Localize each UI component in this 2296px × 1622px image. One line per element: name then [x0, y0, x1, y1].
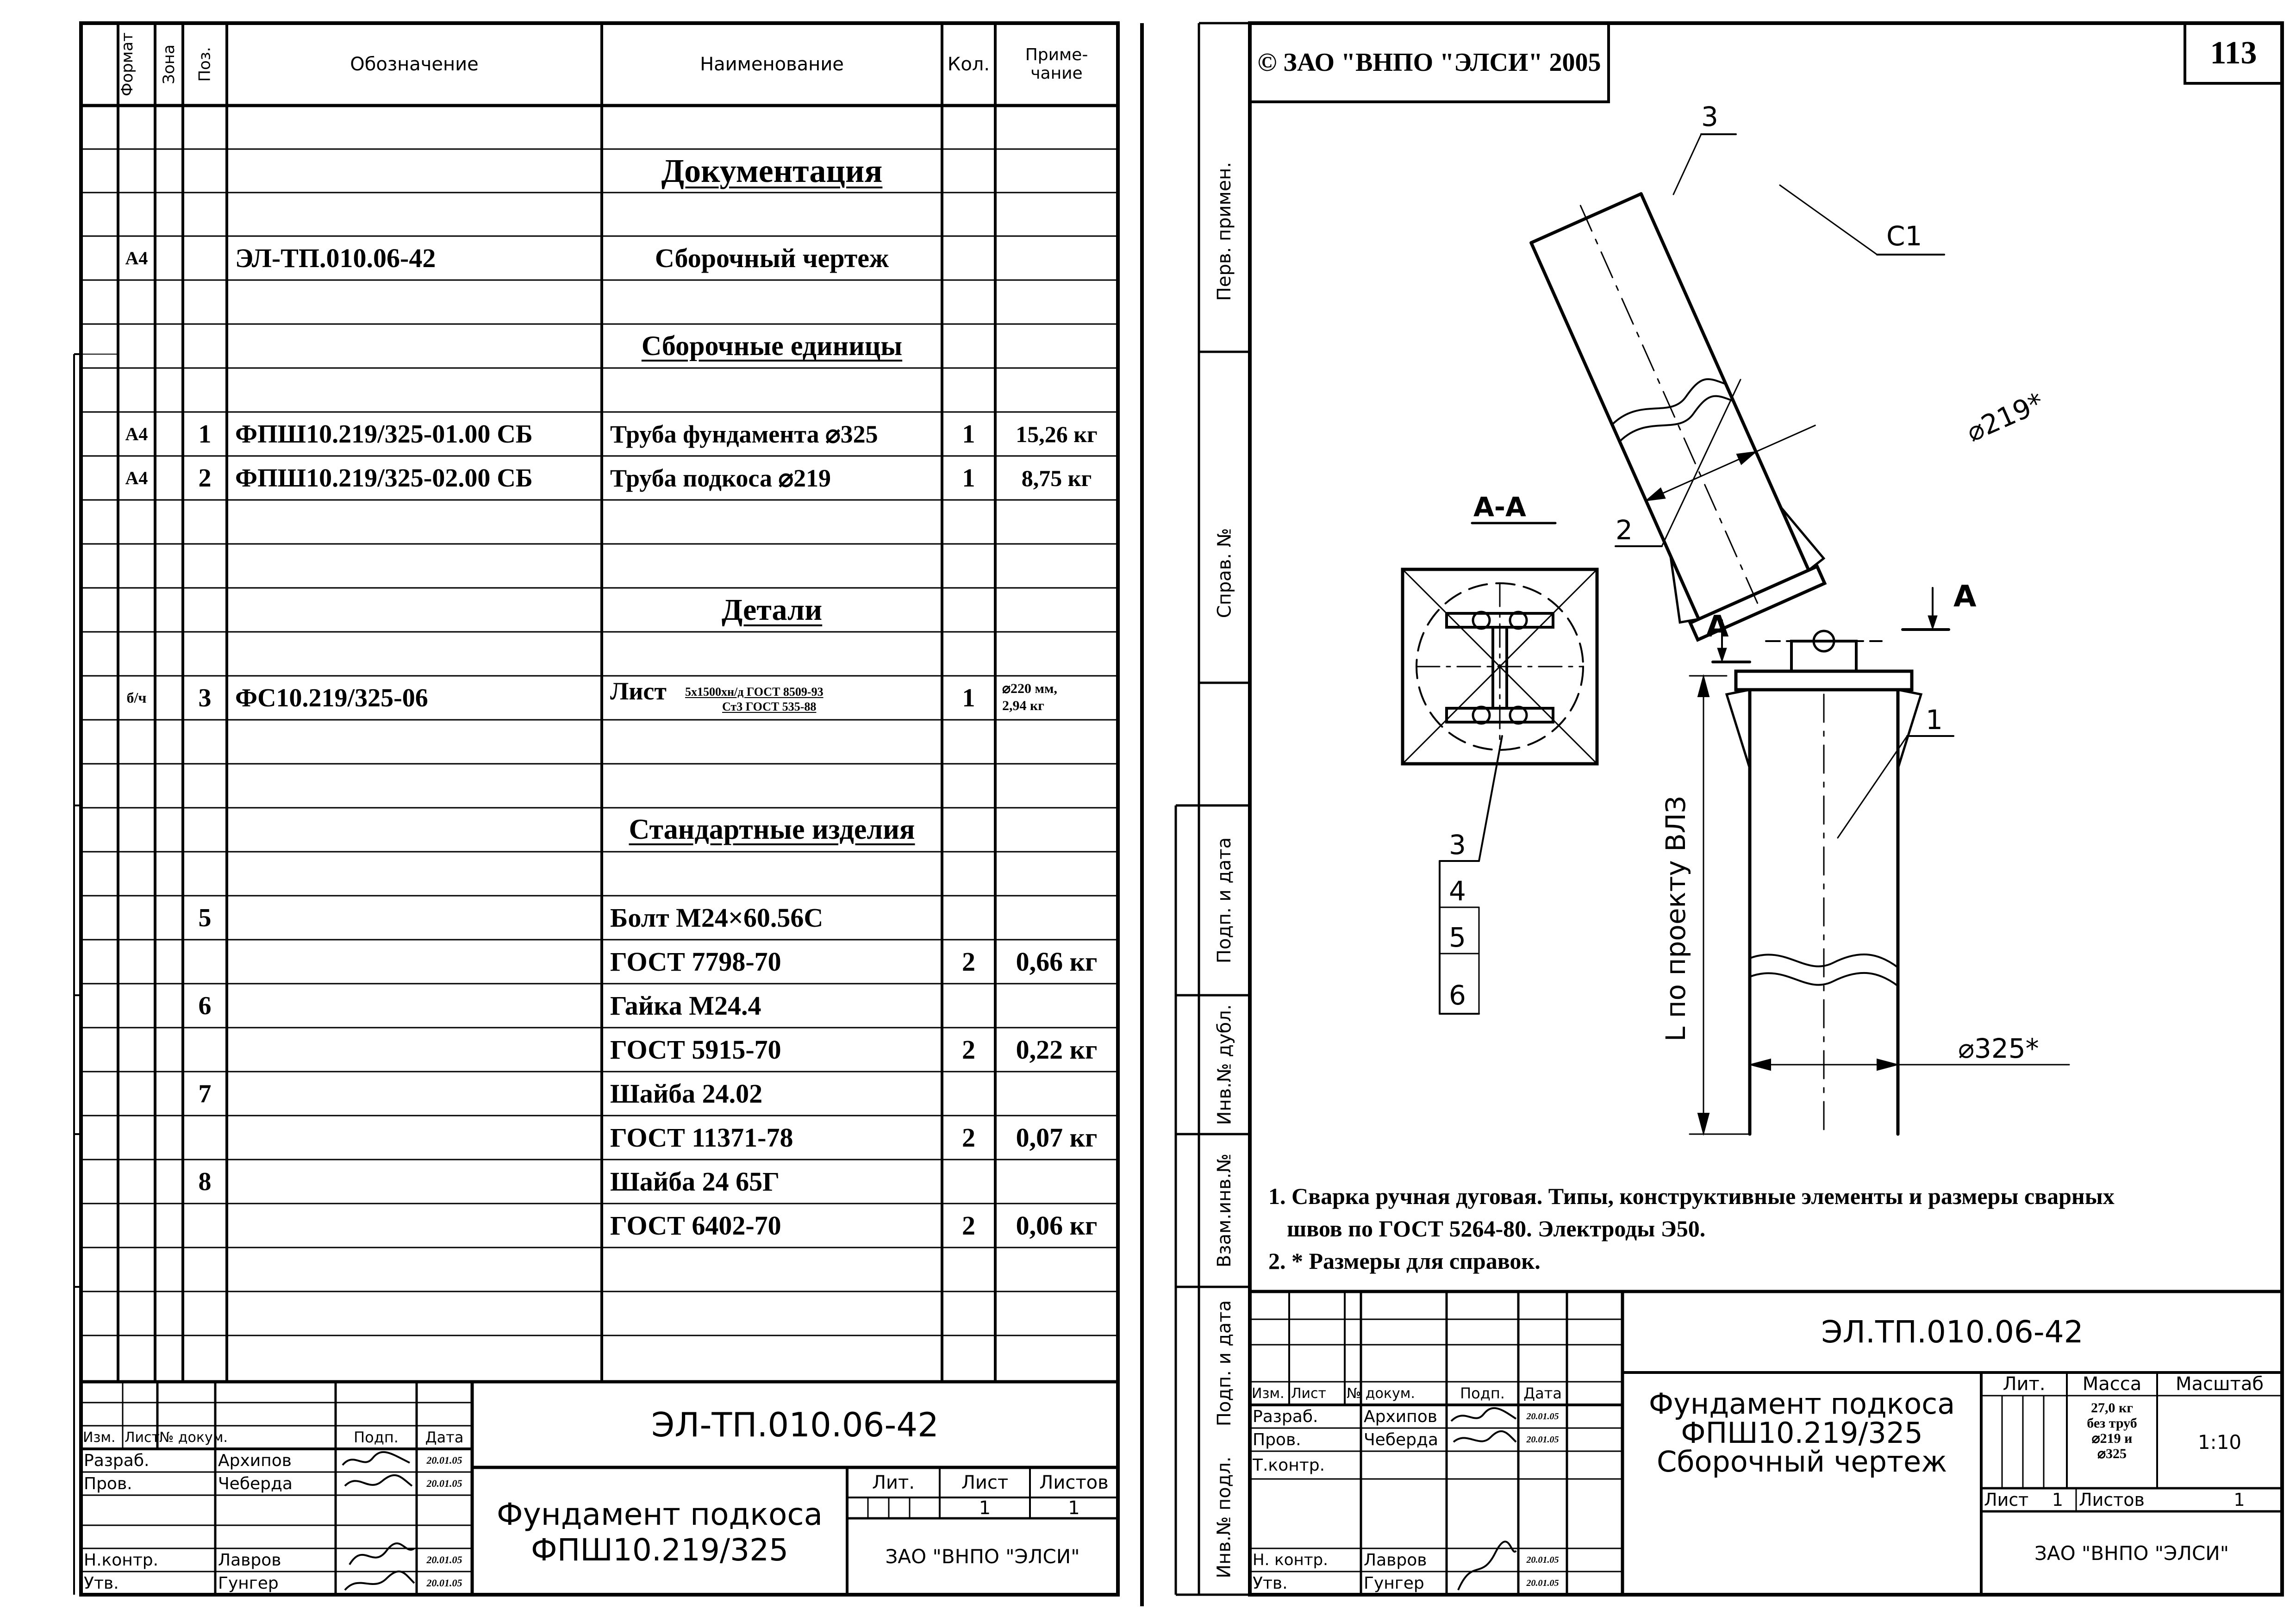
signatures-right — [1447, 1405, 1518, 1595]
scale-label: Масштаб — [2175, 1373, 2264, 1395]
cut-mark-right: А — [1953, 580, 1977, 614]
row-name: ГОСТ 7798-70 — [610, 947, 781, 977]
row-note: 15,26 кг — [1016, 421, 1098, 447]
sheet-divider — [1140, 23, 1144, 1606]
name-norm-control: Лавров — [218, 1550, 281, 1570]
hdr-list-right: Лист — [1291, 1385, 1327, 1402]
callout-3: 3 — [1449, 829, 1466, 861]
hdr-doc: № докум. — [159, 1429, 228, 1446]
row-note-1: ⌀220 мм, — [1002, 681, 1057, 696]
callout-6: 6 — [1449, 979, 1466, 1011]
mass-value: 27,0 кг без труб ⌀219 и ⌀325 — [2087, 1400, 2137, 1461]
row-name: Труба подкоса ⌀219 — [610, 464, 831, 492]
row-name: ГОСТ 11371-78 — [610, 1123, 793, 1153]
role-developer: Разраб. — [84, 1451, 150, 1470]
side-label-replace-inv: Взам.инв.№ — [1214, 1153, 1235, 1268]
section-documentation: Документация — [661, 152, 883, 189]
row-name: ГОСТ 6402-70 — [610, 1210, 781, 1241]
sheets-label: Листов — [1039, 1472, 1109, 1493]
note-2: 2. * Размеры для справок. — [1268, 1248, 1541, 1274]
date-approver-right: 20.01.05 — [1526, 1578, 1559, 1588]
col-header-name: Наименование — [700, 54, 844, 75]
role-checker: Пров. — [84, 1474, 132, 1493]
date-checker: 20.01.05 — [426, 1478, 462, 1489]
row-note: 8,75 кг — [1021, 465, 1092, 491]
weld-label: С1 — [1886, 220, 1922, 252]
row-name: Сборочный чертеж — [655, 243, 889, 273]
name-approver-right: Гунгер — [1364, 1573, 1424, 1593]
mass-label: Масса — [2082, 1373, 2142, 1395]
row-name: Гайка М24.4 — [610, 991, 761, 1021]
cut-mark-left: А — [1706, 610, 1729, 644]
row-name: Труба фундамента ⌀325 — [610, 420, 878, 448]
copyright: © ЗАО "ВНПО "ЭЛСИ" 2005 — [1257, 48, 1601, 77]
row-designation: ЭЛ-ТП.010.06-42 — [235, 243, 436, 273]
section-standard: Стандартные изделия — [629, 814, 915, 845]
callout-4: 4 — [1449, 875, 1466, 907]
row-name: Шайба 24.02 — [610, 1079, 763, 1109]
sheets-value: 1 — [1068, 1497, 1080, 1519]
date-norm-control: 20.01.05 — [426, 1554, 462, 1566]
side-label-dup-inv: Инв.№ дубл. — [1214, 1004, 1235, 1125]
name-approver: Гунгер — [218, 1573, 279, 1593]
side-label-ref-no: Справ. № — [1214, 528, 1235, 618]
row-designation: ФПШ10.219/325-02.00 СБ — [235, 463, 533, 493]
hdr-list: Лист — [125, 1429, 160, 1446]
row-format: А4 — [125, 248, 148, 268]
hdr-date: Дата — [425, 1429, 464, 1446]
name-checker: Чеберда — [218, 1474, 293, 1493]
date-approver: 20.01.05 — [426, 1577, 462, 1589]
page-number: 113 — [2210, 35, 2257, 71]
row-note: 0,22 кг — [1016, 1035, 1098, 1065]
row-qty: 2 — [962, 947, 975, 977]
section-label: А-А — [1473, 491, 1526, 523]
row-note: 0,66 кг — [1016, 947, 1098, 977]
section-assemblies: Сборочные единицы — [641, 331, 903, 361]
row-pos: 8 — [198, 1167, 212, 1196]
name-developer: Архипов — [218, 1451, 292, 1470]
note-1-cont: швов по ГОСТ 5264-80. Электроды Э50. — [1287, 1216, 1706, 1241]
row-name: Болт М24×60.56С — [610, 903, 824, 933]
hdr-doc-right: № докум. — [1347, 1385, 1415, 1402]
side-label-sign-date: Подп. и дата — [1214, 837, 1235, 964]
col-header-note: Приме- чание — [1025, 45, 1088, 83]
row-qty: 2 — [962, 1210, 975, 1241]
org-name: ЗАО "ВНПО "ЭЛСИ" — [885, 1545, 1080, 1568]
row-designation: ФПШ10.219/325-01.00 СБ — [235, 419, 533, 449]
doc-title-right-2: ФПШ10.219/325 — [1681, 1416, 1923, 1450]
scale-value: 1:10 — [2197, 1430, 2242, 1454]
row-format: б/ч — [126, 689, 147, 706]
role-developer-right: Разраб. — [1253, 1407, 1318, 1426]
role-approver-right: Утв. — [1253, 1573, 1288, 1593]
col-header-designation: Обозначение — [350, 54, 479, 75]
callout-5: 5 — [1449, 922, 1466, 953]
hdr-sign-right: Подп. — [1460, 1385, 1505, 1402]
row-qty: 2 — [962, 1123, 975, 1153]
row-name: Шайба 24 65Г — [610, 1167, 780, 1197]
row-pos: 6 — [198, 991, 212, 1020]
dim-325: ⌀325* — [1958, 1033, 2039, 1064]
role-tech-control-right: Т.контр. — [1253, 1455, 1325, 1475]
signatures-left — [336, 1449, 417, 1595]
role-checker-right: Пров. — [1253, 1430, 1301, 1449]
side-label-sign-date-2: Подп. и дата — [1214, 1300, 1235, 1427]
row-format: А4 — [125, 468, 148, 488]
row-pos: 3 — [198, 683, 212, 712]
sheets-label-right: Листов — [2079, 1490, 2145, 1510]
name-checker-right: Чеберда — [1364, 1430, 1438, 1449]
note-1: 1. Сварка ручная дуговая. Типы, конструктивные элементы и размеры сварных — [1268, 1183, 2115, 1209]
row-note: 0,06 кг — [1016, 1210, 1098, 1241]
sheet-value: 1 — [979, 1497, 991, 1519]
doc-code-right: ЭЛ.ТП.010.06-42 — [1821, 1314, 2084, 1350]
date-developer-right: 20.01.05 — [1526, 1411, 1559, 1422]
row-qty: 2 — [962, 1035, 975, 1065]
lit-label-right: Лит. — [2003, 1373, 2046, 1395]
callout-1: 1 — [1926, 704, 1943, 736]
row-format: А4 — [125, 424, 148, 444]
sheet-label-right: Лист — [1984, 1490, 2029, 1510]
row-qty: 1 — [962, 463, 975, 493]
doc-title-2: ФПШ10.219/325 — [530, 1532, 789, 1568]
hdr-izm: Изм. — [83, 1429, 116, 1446]
date-norm-control-right: 20.01.05 — [1526, 1554, 1559, 1565]
dim-219: ⌀219* — [1962, 386, 2049, 448]
callout-2: 2 — [1616, 514, 1633, 546]
row-qty: 1 — [962, 683, 975, 712]
col-header-qty: Кол. — [947, 54, 990, 75]
row-name-spec-2: Ст3 ГОСТ 535-88 — [722, 700, 817, 713]
sheet-label: Лист — [961, 1472, 1009, 1493]
org-name-right: ЗАО "ВНПО "ЭЛСИ" — [2034, 1541, 2229, 1565]
section-parts: Детали — [721, 593, 823, 627]
doc-title-1: Фундамент подкоса — [496, 1497, 823, 1532]
hdr-date-right: Дата — [1523, 1385, 1562, 1402]
row-pos: 7 — [198, 1079, 212, 1108]
hdr-sign: Подп. — [354, 1429, 399, 1446]
role-norm-control-right: Н. контр. — [1253, 1551, 1328, 1569]
col-header-zone: Зона — [160, 44, 179, 84]
base-flange — [1736, 671, 1912, 690]
row-qty: 1 — [962, 419, 975, 449]
row-name: Лист — [610, 677, 667, 705]
side-label-orig-inv: Инв.№ подл. — [1214, 1456, 1235, 1578]
row-designation: ФС10.219/325-06 — [235, 683, 428, 712]
row-pos: 1 — [198, 419, 212, 449]
name-norm-control-right: Лавров — [1364, 1550, 1427, 1570]
role-approver: Утв. — [84, 1573, 119, 1593]
row-pos: 2 — [198, 463, 212, 493]
sheet-value-right: 1 — [2052, 1490, 2064, 1510]
doc-title-right-3: Сборочный чертеж — [1656, 1445, 1947, 1479]
doc-code: ЭЛ-ТП.010.06-42 — [651, 1405, 939, 1444]
date-developer: 20.01.05 — [426, 1454, 462, 1466]
hdr-izm-right: Изм. — [1252, 1385, 1285, 1402]
col-header-format: Формат — [118, 32, 137, 96]
row-name-spec-1: 5х1500хн/д ГОСТ 8509-93 — [685, 685, 824, 699]
col-header-pos: Поз. — [195, 47, 214, 82]
callout-3-top: 3 — [1701, 101, 1718, 132]
row-note: 0,07 кг — [1016, 1123, 1098, 1153]
name-developer-right: Архипов — [1364, 1407, 1437, 1426]
sheets-value-right: 1 — [2234, 1490, 2245, 1510]
date-checker-right: 20.01.05 — [1526, 1434, 1559, 1445]
lit-label: Лит. — [872, 1472, 915, 1493]
row-name: ГОСТ 5915-70 — [610, 1035, 781, 1065]
side-label-first-use: Перв. примен. — [1214, 162, 1235, 301]
role-norm-control: Н.контр. — [84, 1550, 159, 1570]
row-pos: 5 — [198, 903, 212, 932]
doc-title-right-1: Фундамент подкоса — [1648, 1387, 1955, 1421]
dim-L: L по проекту ВЛЗ — [1660, 796, 1691, 1042]
row-note-2: 2,94 кг — [1002, 698, 1044, 713]
